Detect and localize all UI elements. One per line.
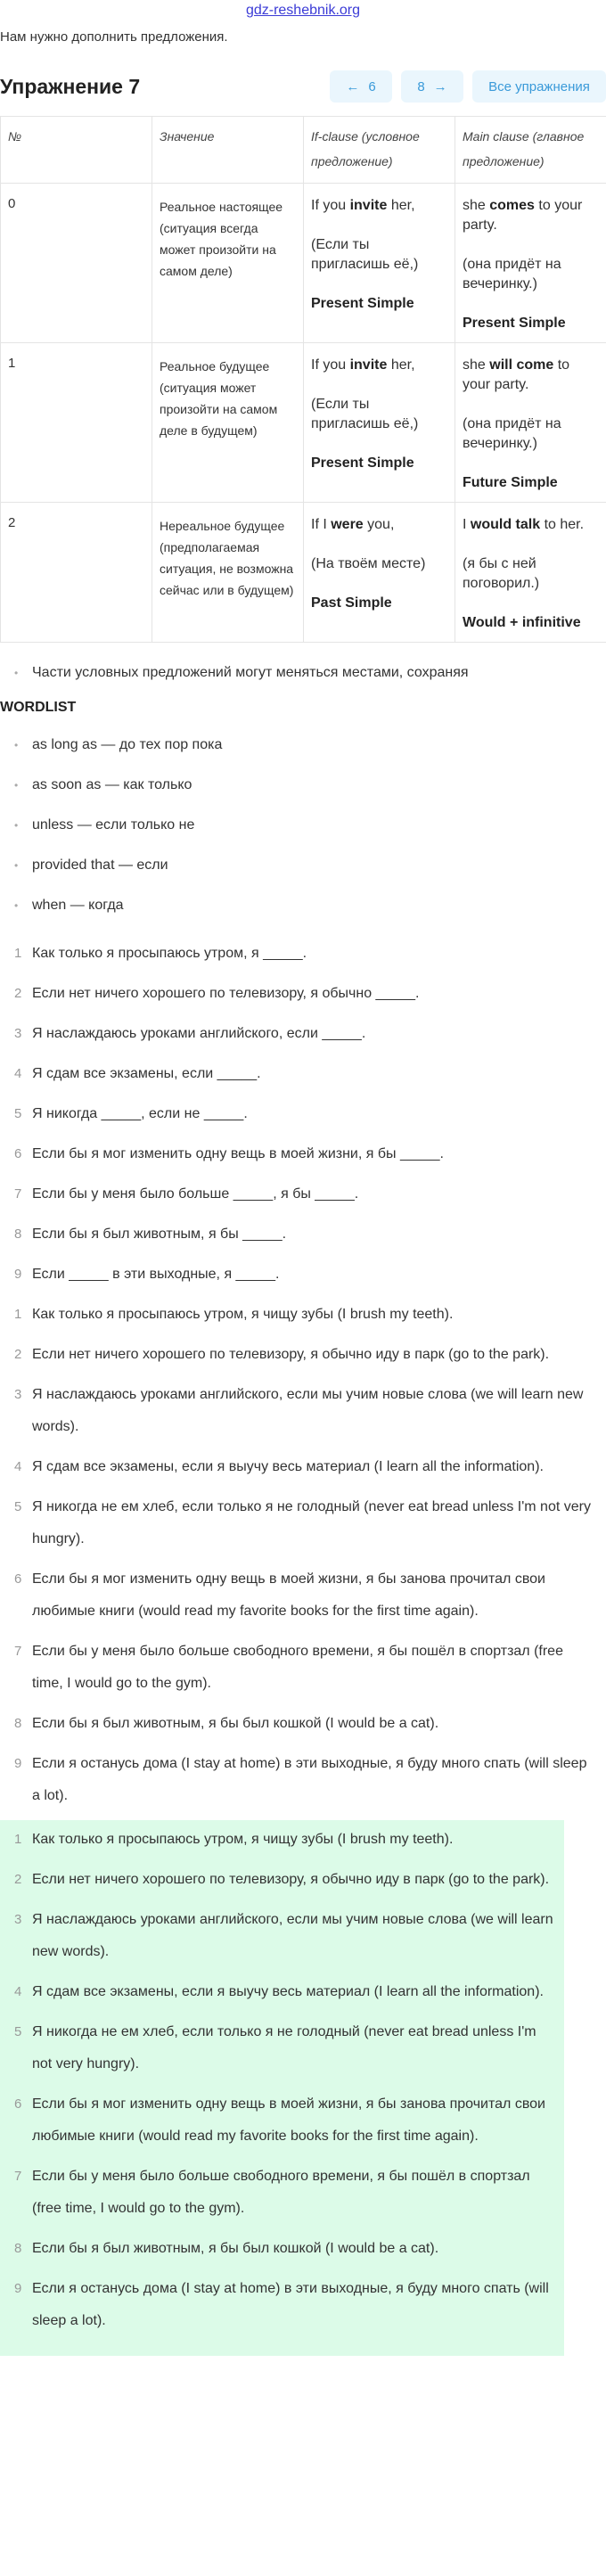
item-number: 8 <box>14 1226 22 1242</box>
item-text: Если бы у меня было больше свободного времени, я бы пошёл в спортзал (free time, I would go to the gym). <box>32 2169 530 2216</box>
intro-text: Нам нужно дополнить предложения. <box>0 29 228 45</box>
if-text-end: her, <box>387 198 415 213</box>
main-text: she <box>463 198 490 213</box>
item-number: 6 <box>14 1146 22 1161</box>
item-number: 1 <box>14 1832 22 1847</box>
answer-item <box>0 1379 597 1443</box>
exercise-item <box>0 1259 606 1291</box>
table-row <box>1 343 606 503</box>
table-header-row <box>1 117 606 184</box>
answer-item <box>0 2273 557 2337</box>
item-number: 2 <box>14 986 22 1001</box>
if-text-end: you, <box>363 517 395 532</box>
note-item: • Части условных предложений могут меняться местами, сохраняя <box>0 657 606 689</box>
exercise-item <box>0 978 606 1010</box>
answer-item <box>0 1976 557 2008</box>
row-if-clause <box>304 343 455 503</box>
answer-item <box>0 1708 597 1740</box>
main-tense: Present Simple <box>463 316 566 331</box>
if-verb: were <box>331 517 364 532</box>
exercise-item <box>0 1018 606 1050</box>
conditionals-table <box>0 116 606 643</box>
wordlist-title: WORDLIST <box>0 700 77 715</box>
main-tense: Future Simple <box>463 475 558 490</box>
item-number: 7 <box>14 1186 22 1202</box>
row-main-clause <box>455 184 606 343</box>
exercise-item <box>0 1098 606 1130</box>
highlighted-answer-list <box>0 1824 557 2337</box>
if-text: If you <box>311 198 350 213</box>
row-number: 0 <box>1 184 152 343</box>
all-exercises-button[interactable]: Все упражнения <box>472 70 606 103</box>
note-list <box>0 657 606 689</box>
item-number: 5 <box>14 1499 22 1514</box>
highlighted-answers-panel <box>0 1820 564 2356</box>
item-text: Если бы я мог изменить одну вещь в моей жизни, я бы _____. <box>32 1146 444 1161</box>
if-translation: (На твоём месте) <box>311 556 426 571</box>
if-verb: invite <box>349 357 388 373</box>
item-text: Если _____ в эти выходные, я _____. <box>32 1267 280 1282</box>
prev-exercise-button[interactable] <box>330 70 392 103</box>
main-text-end: to your party. <box>463 357 570 392</box>
answer-item <box>0 2233 557 2265</box>
main-verb: will come <box>489 357 554 373</box>
item-number: 7 <box>14 2169 22 2184</box>
main-verb: would talk <box>470 517 541 532</box>
wordlist-item: • as soon as — как только <box>0 769 606 801</box>
main-text: I <box>463 517 471 532</box>
item-number: 9 <box>14 1756 22 1771</box>
item-number: 9 <box>14 1267 22 1282</box>
item-text: Если бы я мог изменить одну вещь в моей жизни, я бы занова прочитал свои любимые книги (would read my favorite books for the first time again). <box>32 2096 545 2144</box>
item-number: 5 <box>14 2024 22 2039</box>
exercise-item <box>0 1138 606 1170</box>
if-translation: (Если ты пригласишь её,) <box>311 237 419 272</box>
item-number: 4 <box>14 1984 22 1999</box>
item-number: 2 <box>14 1872 22 1887</box>
answer-item <box>0 1451 597 1483</box>
main-text: she <box>463 357 490 373</box>
item-text: Я наслаждаюсь уроками английского, если мы учим новые слова (we will learn new words). <box>32 1387 584 1434</box>
item-text: Как только я просыпаюсь утром, я _____. <box>32 946 307 961</box>
row-if-clause <box>304 184 455 343</box>
exercise-item <box>0 1178 606 1210</box>
item-number: 5 <box>14 1106 22 1121</box>
main-translation: (она придёт на вечеринку.) <box>463 257 561 291</box>
item-number: 6 <box>14 1571 22 1587</box>
item-number: 3 <box>14 1026 22 1041</box>
wordlist-item: • when — когда <box>0 890 606 922</box>
main-verb: comes <box>489 198 535 213</box>
exercise-header <box>0 70 606 103</box>
item-text: Я наслаждаюсь уроками английского, если мы учим новые слова (we will learn new words). <box>32 1912 553 1959</box>
answer-item <box>0 1864 557 1896</box>
answer-item <box>0 1299 597 1331</box>
exercise-item <box>0 938 606 970</box>
row-meaning: Нереальное будущее (предполагаемая ситуация, не возможна сейчас или в будущем) <box>152 503 304 643</box>
item-text: Я сдам все экзамены, если _____. <box>32 1066 261 1081</box>
answer-item <box>0 1904 557 1968</box>
header-number: № <box>1 117 152 184</box>
answer-item <box>0 1824 557 1856</box>
item-number: 1 <box>14 946 22 961</box>
if-text: If I <box>311 517 332 532</box>
item-text: Если нет ничего хорошего по телевизору, я обычно иду в парк (go to the park). <box>32 1872 550 1887</box>
if-text-end: her, <box>387 357 415 373</box>
if-translation: (Если ты пригласишь её,) <box>311 397 419 431</box>
exercise-list <box>0 938 606 1291</box>
header-meaning: Значение <box>152 117 304 184</box>
item-number: 4 <box>14 1459 22 1474</box>
item-number: 7 <box>14 1644 22 1659</box>
if-tense: Present Simple <box>311 455 414 471</box>
main-tense: Would + infinitive <box>463 615 581 630</box>
item-text: Как только я просыпаюсь утром, я чищу зубы (I brush my teeth). <box>32 1832 454 1847</box>
item-number: 8 <box>14 1716 22 1731</box>
wordlist <box>0 729 606 922</box>
answer-item <box>0 2161 557 2225</box>
if-text: If you <box>311 357 350 373</box>
header-if-clause: If-clause (условное предложение) <box>304 117 455 184</box>
item-text: Я сдам все экзамены, если я выучу весь материал (I learn all the information). <box>32 1984 544 1999</box>
item-number: 2 <box>14 1347 22 1362</box>
item-number: 4 <box>14 1066 22 1081</box>
prev-exercise-label: 6 <box>368 78 376 94</box>
next-exercise-button[interactable] <box>401 70 463 103</box>
wordlist-item: • unless — если только не <box>0 809 606 841</box>
item-text: Если бы я был животным, я бы _____. <box>32 1226 287 1242</box>
row-meaning: Реальное настоящее (ситуация всегда может произойти на самом деле) <box>152 184 304 343</box>
item-text: Если бы я был животным, я бы был кошкой (I would be a cat). <box>32 2241 439 2256</box>
item-text: Если бы у меня было больше свободного времени, я бы пошёл в спортзал (free time, I would go to the gym). <box>32 1644 563 1691</box>
main-text-end: to your party. <box>463 198 583 233</box>
arrow-left-icon: ← <box>346 78 360 94</box>
answer-item <box>0 1563 597 1628</box>
item-number: 8 <box>14 2241 22 2256</box>
item-number: 9 <box>14 2281 22 2296</box>
item-text: Если нет ничего хорошего по телевизору, я обычно иду в парк (go to the park). <box>32 1347 550 1362</box>
row-number: 1 <box>1 343 152 503</box>
answer-item <box>0 2016 557 2080</box>
item-text: Если бы я был животным, я бы был кошкой (I would be a cat). <box>32 1716 439 1731</box>
main-translation: (она придёт на вечеринку.) <box>463 416 561 451</box>
answer-item <box>0 1339 597 1371</box>
row-meaning: Реальное будущее (ситуация может произойти на самом деле в будущем) <box>152 343 304 503</box>
main-text-end: to her. <box>540 517 585 532</box>
answer-item <box>0 1748 597 1812</box>
item-text: Если бы я мог изменить одну вещь в моей жизни, я бы занова прочитал свои любимые книги (would read my favorite books for the first time again). <box>32 1571 545 1619</box>
item-text: Если я останусь дома (I stay at home) в эти выходные, я буду много спать (will sleep a lot). <box>32 1756 587 1803</box>
row-main-clause <box>455 343 606 503</box>
answer-item <box>0 2088 557 2153</box>
next-exercise-label: 8 <box>417 78 425 94</box>
item-number: 1 <box>14 1307 22 1322</box>
item-text: Как только я просыпаюсь утром, я чищу зубы (I brush my teeth). <box>32 1307 454 1322</box>
item-text: Если я останусь дома (I stay at home) в эти выходные, я буду много спать (will sleep a lot). <box>32 2281 549 2328</box>
item-text: Я сдам все экзамены, если я выучу весь материал (I learn all the information). <box>32 1459 544 1474</box>
page-title: Упражнение 7 <box>0 74 141 98</box>
row-if-clause <box>304 503 455 643</box>
if-tense: Past Simple <box>311 595 392 611</box>
arrow-right-icon: → <box>433 78 447 94</box>
main-translation: (я бы с ней поговорил.) <box>463 556 540 591</box>
exercise-item <box>0 1218 606 1251</box>
item-number: 3 <box>14 1912 22 1927</box>
item-text: Если нет ничего хорошего по телевизору, я обычно _____. <box>32 986 420 1001</box>
item-text: Я никогда не ем хлеб, если только я не голодный (never eat bread unless I'm not very hungry). <box>32 2024 536 2071</box>
item-text: Я никогда _____, если не _____. <box>32 1106 248 1121</box>
answer-list <box>0 1299 597 1812</box>
item-number: 6 <box>14 2096 22 2112</box>
answer-item <box>0 1636 597 1700</box>
if-verb: invite <box>349 198 388 213</box>
item-number: 3 <box>14 1387 22 1402</box>
wordlist-item: • provided that — если <box>0 849 606 882</box>
row-number: 2 <box>1 503 152 643</box>
if-tense: Present Simple <box>311 296 414 311</box>
item-text: Я никогда не ем хлеб, если только я не голодный (never eat bread unless I'm not very hungry). <box>32 1499 591 1546</box>
wordlist-item: • as long as — до тех пор пока <box>0 729 606 761</box>
item-text: Я наслаждаюсь уроками английского, если _____. <box>32 1026 366 1041</box>
watermark: gdz-reshebnik.org <box>245 3 361 18</box>
row-main-clause <box>455 503 606 643</box>
header-main-clause: Main clause (главное предложение) <box>455 117 606 184</box>
item-text: Если бы у меня было больше _____, я бы _____. <box>32 1186 359 1202</box>
answer-item <box>0 1491 597 1555</box>
exercise-nav <box>330 70 606 103</box>
exercise-item <box>0 1058 606 1090</box>
table-row <box>1 184 606 343</box>
table-row <box>1 503 606 643</box>
